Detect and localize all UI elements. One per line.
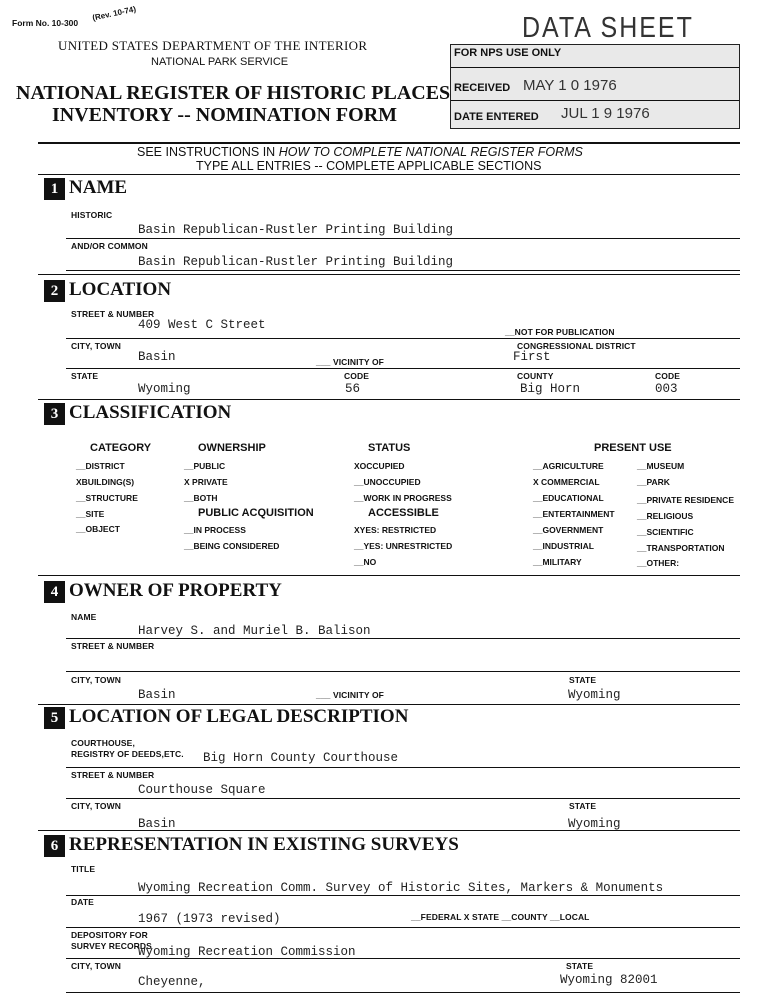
owner-state-value: Wyoming xyxy=(568,688,621,702)
accessible-yes-unrestricted: __YES: UNRESTRICTED xyxy=(354,541,453,551)
status-work-in-progress: __WORK IN PROGRESS xyxy=(354,493,452,503)
use-scientific: __SCIENTIFIC xyxy=(637,527,694,537)
depository-value: Wyoming Recreation Commission xyxy=(138,945,356,959)
survey-date-label: DATE xyxy=(71,897,94,907)
historic-label: HISTORIC xyxy=(71,210,113,220)
not-for-publication: __NOT FOR PUBLICATION xyxy=(505,327,615,337)
survey-state-value: Wyoming 82001 xyxy=(560,973,658,987)
acquisition-in-process: __IN PROCESS xyxy=(184,525,246,535)
use-park: __PARK xyxy=(637,477,670,487)
divider xyxy=(66,638,740,639)
status-occupied: XOCCUPIED xyxy=(354,461,405,471)
received-label: RECEIVED xyxy=(454,82,511,94)
county-code-label: CODE xyxy=(655,371,680,381)
legal-street-label: STREET & NUMBER xyxy=(71,770,155,780)
legal-state-value: Wyoming xyxy=(568,817,621,831)
survey-title-value: Wyoming Recreation Comm. Survey of Historic Sites, Markers & Monuments xyxy=(138,881,664,895)
use-entertainment: __ENTERTAINMENT xyxy=(533,509,615,519)
city-label: CITY, TOWN xyxy=(71,341,121,351)
owner-city-value: Basin xyxy=(138,688,176,702)
category-district: __DISTRICT xyxy=(76,461,125,471)
ownership-private: X PRIVATE xyxy=(184,477,228,487)
section-6-number: 6 xyxy=(44,835,65,857)
legal-city-label: CITY, TOWN xyxy=(71,801,121,811)
state-value: Wyoming xyxy=(138,382,191,396)
use-government: __GOVERNMENT xyxy=(533,525,604,535)
use-military: __MILITARY xyxy=(533,557,582,567)
form-number: Form No. 10-300 xyxy=(12,18,79,28)
received-date-stamp: MAY 1 0 1976 xyxy=(523,77,617,94)
divider xyxy=(38,174,740,175)
owner-name-value: Harvey S. and Muriel B. Balison xyxy=(138,624,371,638)
nps-use-only-label: FOR NPS USE ONLY xyxy=(454,47,562,59)
use-private-residence: __PRIVATE RESIDENCE xyxy=(637,495,734,505)
owner-name-label: NAME xyxy=(71,612,97,622)
divider xyxy=(66,767,740,768)
divider xyxy=(66,270,740,271)
depository-label-line2: SURVEY RECORDS xyxy=(71,941,152,951)
acquisition-being-considered: __BEING CONSIDERED xyxy=(184,541,280,551)
form-revision: (Rev. 10-74) xyxy=(91,4,137,23)
common-name-value: Basin Republican-Rustler Printing Building xyxy=(138,255,454,269)
divider xyxy=(66,927,740,928)
state-label: STATE xyxy=(71,371,99,381)
data-sheet-stamp: DATA SHEET xyxy=(522,11,694,45)
use-museum: __MUSEUM xyxy=(637,461,685,471)
use-commercial: X COMMERCIAL xyxy=(533,477,600,487)
divider xyxy=(66,671,740,672)
divider xyxy=(66,958,740,959)
accessible-no: __NO xyxy=(354,557,377,567)
section-5-number: 5 xyxy=(44,707,65,729)
divider xyxy=(38,704,740,705)
ownership-both: __BOTH xyxy=(184,493,218,503)
section-3-title: CLASSIFICATION xyxy=(69,402,232,423)
owner-state-label: STATE xyxy=(569,675,597,685)
category-buildings: XBUILDING(S) xyxy=(76,477,135,487)
survey-level-options: __FEDERAL X STATE __COUNTY __LOCAL xyxy=(411,912,590,922)
divider xyxy=(38,575,740,576)
category-structure: __STRUCTURE xyxy=(76,493,138,503)
survey-title-label: TITLE xyxy=(71,864,96,874)
divider xyxy=(38,399,740,400)
divider xyxy=(38,830,740,831)
section-1-title: NAME xyxy=(69,177,128,198)
use-transportation: __TRANSPORTATION xyxy=(637,543,725,553)
category-object: __OBJECT xyxy=(76,524,120,534)
divider xyxy=(38,142,740,144)
accessible-heading: ACCESSIBLE xyxy=(368,507,439,519)
congressional-district-value: First xyxy=(513,350,551,364)
date-entered-stamp: JUL 1 9 1976 xyxy=(561,105,650,122)
ownership-public: __PUBLIC xyxy=(184,461,226,471)
use-educational: __EDUCATIONAL xyxy=(533,493,604,503)
legal-city-value: Basin xyxy=(138,817,176,831)
category-site: __SITE xyxy=(76,509,105,519)
section-5-title: LOCATION OF LEGAL DESCRIPTION xyxy=(69,706,409,727)
legal-state-label: STATE xyxy=(569,801,597,811)
divider xyxy=(66,895,740,896)
divider xyxy=(66,338,740,339)
common-name-label: AND/OR COMMON xyxy=(71,241,148,251)
depository-label-line1: DEPOSITORY FOR xyxy=(71,930,148,940)
status-heading: STATUS xyxy=(368,442,411,454)
survey-city-label: CITY, TOWN xyxy=(71,961,121,971)
state-code-label: CODE xyxy=(344,371,369,381)
street-value: 409 West C Street xyxy=(138,318,266,332)
section-1-number: 1 xyxy=(44,178,65,200)
survey-city-value: Cheyenne, xyxy=(138,975,206,989)
section-4-title: OWNER OF PROPERTY xyxy=(69,580,282,601)
survey-state-label: STATE xyxy=(566,961,594,971)
form-title-line1: NATIONAL REGISTER OF HISTORIC PLACES xyxy=(16,82,451,104)
state-code-value: 56 xyxy=(345,382,361,396)
owner-vicinity-label: ___ VICINITY OF xyxy=(316,690,384,700)
divider xyxy=(66,992,740,993)
use-other: __OTHER: xyxy=(637,558,680,568)
county-code-value: 003 xyxy=(655,382,678,396)
instructions-line1: SEE INSTRUCTIONS IN HOW TO COMPLETE NATIONAL REGISTER FORMS xyxy=(137,145,583,159)
date-entered-label: DATE ENTERED xyxy=(454,111,539,123)
survey-date-value: 1967 (1973 revised) xyxy=(138,912,281,926)
section-2-number: 2 xyxy=(44,280,65,302)
section-2-title: LOCATION xyxy=(69,279,172,300)
county-value: Big Horn xyxy=(520,382,581,396)
county-label: COUNTY xyxy=(517,371,554,381)
historic-name-value: Basin Republican-Rustler Printing Building xyxy=(138,223,454,237)
service-name: NATIONAL PARK SERVICE xyxy=(151,56,289,68)
legal-street-value: Courthouse Square xyxy=(138,783,266,797)
ownership-heading: OWNERSHIP xyxy=(198,442,266,454)
divider xyxy=(38,274,740,275)
street-label: STREET & NUMBER xyxy=(71,309,155,319)
divider xyxy=(66,238,740,239)
public-acquisition-heading: PUBLIC ACQUISITION xyxy=(198,507,314,519)
section-4-number: 4 xyxy=(44,581,65,603)
courthouse-label-line1: COURTHOUSE, xyxy=(71,738,135,748)
section-6-title: REPRESENTATION IN EXISTING SURVEYS xyxy=(69,834,459,855)
divider xyxy=(66,368,740,369)
use-industrial: __INDUSTRIAL xyxy=(533,541,594,551)
accessible-yes-restricted: XYES: RESTRICTED xyxy=(354,525,437,535)
present-use-heading: PRESENT USE xyxy=(594,442,672,454)
owner-street-label: STREET & NUMBER xyxy=(71,641,155,651)
status-unoccupied: __UNOCCUPIED xyxy=(354,477,421,487)
vicinity-label: ___ VICINITY OF xyxy=(316,357,384,367)
nps-use-box xyxy=(450,44,740,129)
owner-city-label: CITY, TOWN xyxy=(71,675,121,685)
congressional-district-label: CONGRESSIONAL DISTRICT xyxy=(517,341,636,351)
city-value: Basin xyxy=(138,350,176,364)
section-3-number: 3 xyxy=(44,403,65,425)
use-agriculture: __AGRICULTURE xyxy=(533,461,604,471)
form-title-line2: INVENTORY -- NOMINATION FORM xyxy=(52,104,398,126)
divider xyxy=(66,798,740,799)
department-name: UNITED STATES DEPARTMENT OF THE INTERIOR xyxy=(58,38,368,53)
instructions-line2: TYPE ALL ENTRIES -- COMPLETE APPLICABLE SECTIONS xyxy=(196,159,542,173)
category-heading: CATEGORY xyxy=(90,442,152,454)
courthouse-value: Big Horn County Courthouse xyxy=(203,751,399,765)
use-religious: __RELIGIOUS xyxy=(637,511,694,521)
courthouse-label-line2: REGISTRY OF DEEDS,ETC. xyxy=(71,749,184,759)
